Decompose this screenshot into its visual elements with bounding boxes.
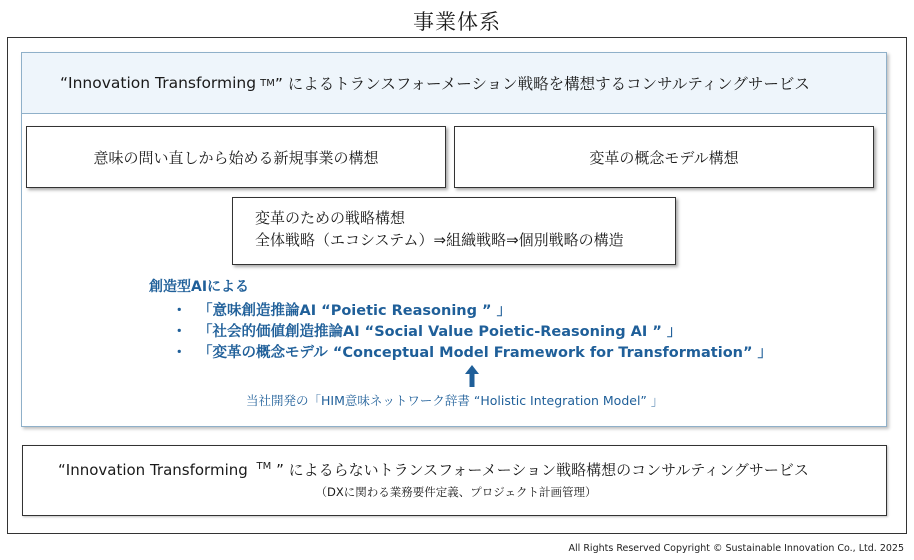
ai-item-social-value bbox=[172, 322, 772, 343]
lower-trademark: TM bbox=[256, 461, 272, 472]
dx-consulting-panel bbox=[22, 445, 887, 516]
him-dictionary-note: 当社開発の「HIM意味ネットワーク辞書 “Holistic Integration Model” 」 bbox=[246, 393, 664, 408]
bullet-icon: ・ bbox=[172, 303, 187, 319]
dx-consulting-title bbox=[58, 459, 809, 480]
bullet-icon: ・ bbox=[172, 324, 187, 340]
lower-suffix: ” によるらないトランスフォーメーション戦略構想のコンサルティングサービス bbox=[276, 461, 809, 479]
ai-item-label: 「社会的価値創造推論AI “Social Value Poietic-Reasoning AI ” 」 bbox=[198, 324, 682, 340]
header-prefix: “Innovation Transforming bbox=[60, 74, 257, 92]
new-business-label: 意味の問い直しから始める新規事業の構想 bbox=[93, 148, 379, 167]
ai-item-label: 「意味創造推論AI “Poietic Reasoning ” 」 bbox=[198, 303, 512, 319]
ai-item-label: 「変革の概念モデル “Conceptual Model Framework for Transformation” 」 bbox=[198, 345, 773, 361]
strategy-title: 変革のための戦略構想 bbox=[255, 209, 406, 227]
lower-prefix: “Innovation Transforming bbox=[58, 461, 248, 479]
diagram-title: 事業体系 bbox=[413, 10, 501, 34]
header-trademark: TM bbox=[260, 77, 275, 89]
header-suffix: ” によるトランスフォーメーション戦略を構想するコンサルティングサービス bbox=[274, 75, 810, 93]
ai-item-conceptual-model bbox=[172, 343, 772, 364]
strategy-box bbox=[232, 197, 676, 265]
new-business-box bbox=[26, 126, 446, 188]
ai-intro: 創造型AIによる bbox=[149, 279, 250, 295]
concept-model-label: 変革の概念モデル構想 bbox=[589, 148, 739, 167]
ai-list bbox=[172, 301, 772, 364]
header-band bbox=[21, 52, 887, 114]
arrow-up-icon bbox=[465, 365, 479, 387]
ai-item-poietic-reasoning bbox=[172, 301, 772, 322]
strategy-structure: 全体戦略（エコシステム）⇒組織戦略⇒個別戦略の構造 bbox=[255, 231, 624, 249]
bullet-icon: ・ bbox=[172, 345, 187, 361]
concept-model-box bbox=[454, 126, 874, 188]
copyright-notice: All Rights Reserved Copyright © Sustainable Innovation Co., Ltd. 2025 bbox=[568, 543, 904, 554]
dx-consulting-subtitle: （DXに関わる業務要件定義、プロジェクト計画管理） bbox=[315, 485, 597, 499]
